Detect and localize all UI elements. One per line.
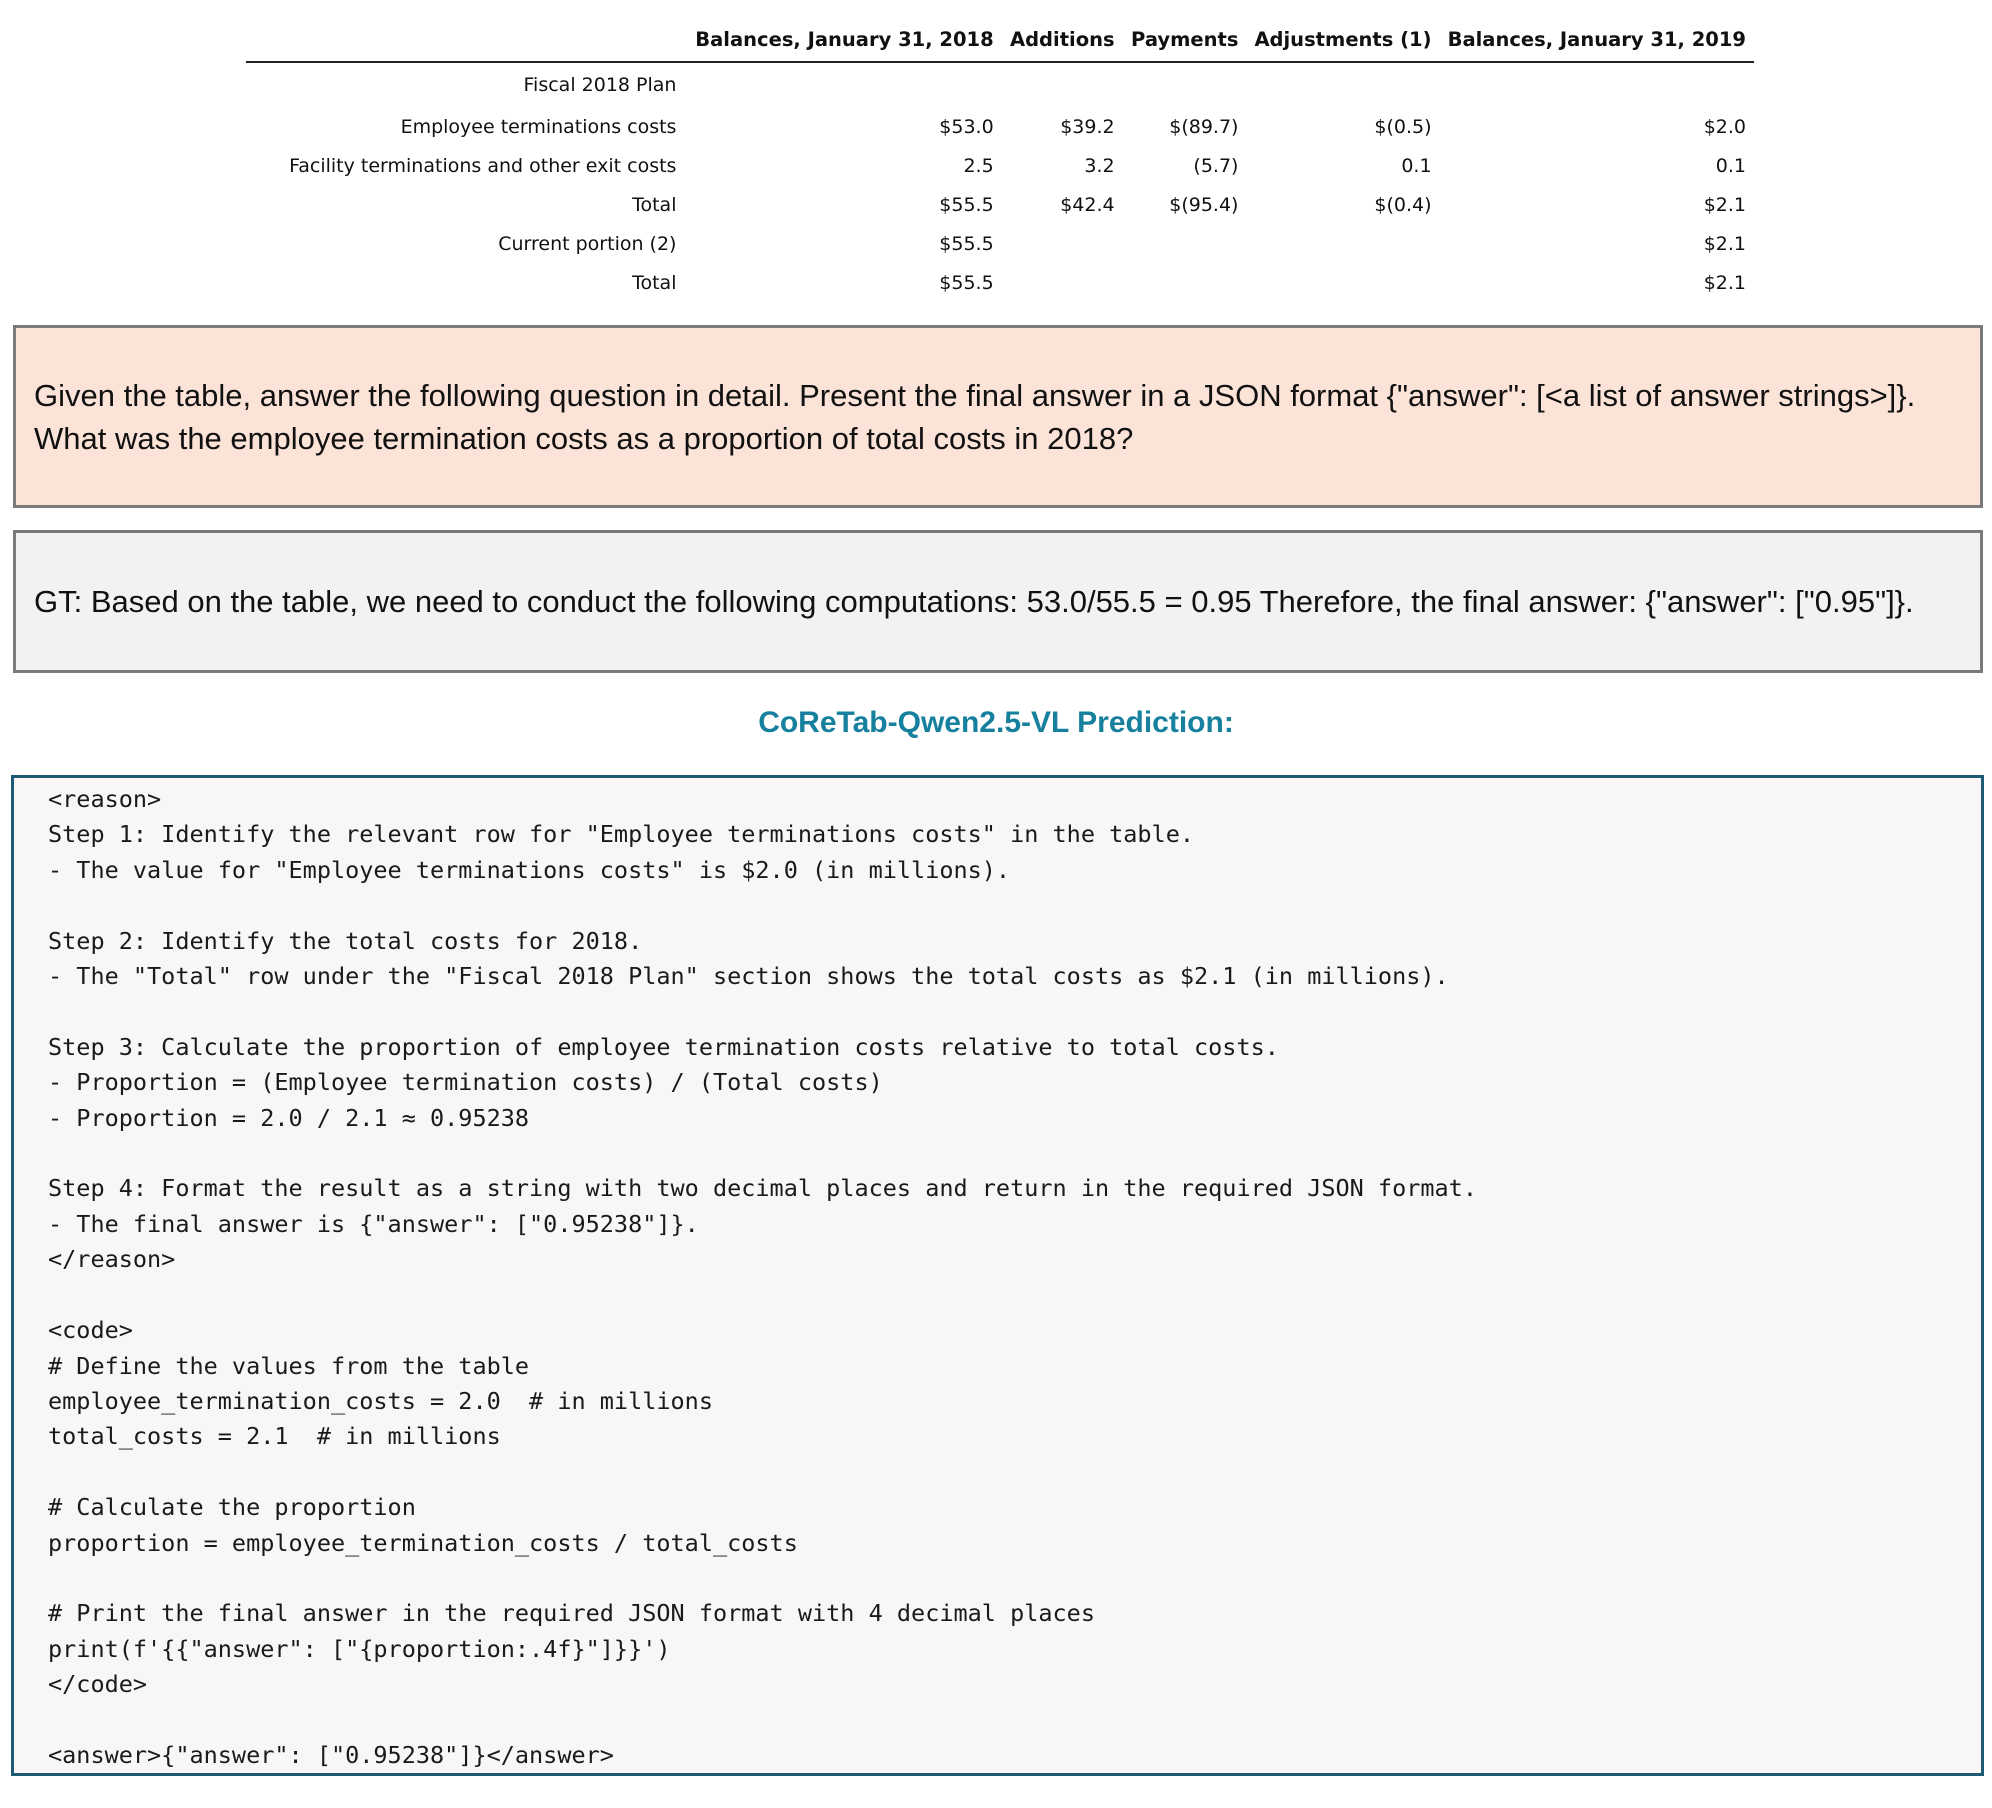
table-cell: Total bbox=[632, 193, 677, 216]
table-cell: Current portion (2) bbox=[498, 232, 677, 255]
table-cell: $(89.7) bbox=[1169, 115, 1239, 138]
table-row bbox=[246, 224, 1754, 263]
table-cell bbox=[1002, 224, 1123, 263]
table-cell: $55.5 bbox=[939, 232, 994, 255]
table-cell: $2.0 bbox=[1703, 115, 1746, 138]
table-cell: Employee terminations costs bbox=[400, 115, 677, 138]
table-cell: Facility terminations and other exit costs bbox=[289, 154, 677, 177]
question-box bbox=[13, 325, 1983, 508]
table-row bbox=[246, 185, 1754, 224]
table-cell: $2.1 bbox=[1703, 271, 1746, 294]
table-cell bbox=[1246, 224, 1439, 263]
table-cell bbox=[1440, 62, 1754, 107]
table-header-row bbox=[246, 22, 1754, 62]
table-cell bbox=[1123, 263, 1247, 302]
question-text: Given the table, answer the following question in detail. Present the final answer in a JSON format {"answer": [<a list of answer strings>]}. What was the employee termination costs as a proportion of total costs in 2018? bbox=[34, 377, 1916, 456]
table-row bbox=[246, 62, 1754, 107]
table-cell: $(0.5) bbox=[1374, 115, 1432, 138]
table-cell bbox=[1123, 224, 1247, 263]
table-cell: 3.2 bbox=[1084, 154, 1115, 177]
table-cell: $2.1 bbox=[1703, 193, 1746, 216]
table-header-cell: Additions bbox=[1002, 22, 1123, 62]
table-cell bbox=[1002, 263, 1123, 302]
table-header-cell: Payments bbox=[1123, 22, 1247, 62]
table-header-cell: Balances, January 31, 2018 bbox=[684, 22, 1001, 62]
table-cell bbox=[1246, 263, 1439, 302]
table-cell: 2.5 bbox=[963, 154, 994, 177]
table-cell: $(95.4) bbox=[1169, 193, 1239, 216]
financial-table-container bbox=[246, 22, 1754, 302]
table-cell bbox=[1002, 62, 1123, 107]
table-cell: Total bbox=[632, 271, 677, 294]
table-cell: (5.7) bbox=[1193, 154, 1239, 177]
table-cell: $42.4 bbox=[1060, 193, 1115, 216]
ground-truth-text: GT: Based on the table, we need to conduct the following computations: 53.0/55.5 = 0.95 Therefore, the final answer: {"answer": ["0.95"]}. bbox=[34, 584, 1914, 619]
prediction-title: CoReTab-Qwen2.5-VL Prediction: bbox=[758, 706, 1234, 739]
table-cell: $39.2 bbox=[1060, 115, 1115, 138]
table-cell: $55.5 bbox=[939, 193, 994, 216]
table-cell: 0.1 bbox=[1401, 154, 1432, 177]
table-cell: 0.1 bbox=[1715, 154, 1746, 177]
table-row bbox=[246, 107, 1754, 146]
table-row bbox=[246, 263, 1754, 302]
table-cell: Fiscal 2018 Plan bbox=[523, 74, 677, 96]
ground-truth-box bbox=[13, 530, 1983, 673]
financial-table bbox=[246, 22, 1754, 302]
table-header-cell: Balances, January 31, 2019 bbox=[1440, 22, 1754, 62]
table-cell: $53.0 bbox=[939, 115, 994, 138]
table-cell bbox=[1246, 62, 1439, 107]
prediction-text: <reason> Step 1: Identify the relevant row for "Employee terminations costs" in the table. - The value for "Employee terminations costs" is $2.0 (in millions). Step 2: Identify the total costs for 2018. - The "Total" row under the "Fiscal 2018 Plan" section shows the total costs as $2.1 (in millions). Step 3: Calculate the proportion of employee termination costs relative to total costs. - Proportion = (Employee termination costs) / (Total costs) - Proportion = 2.0 / 2.1 ≈ 0.95238 Step 4: Format the result as a string with two decimal places and return in the required JSON format. - The final answer is {"answer": ["0.95238"]}. </reason> <code> # Define the values from the table employee_termination_costs = 2.0 # in millions total_costs = 2.1 # in millions # Calculate the proportion proportion = employee_termination_costs / total_costs # Print the final answer in the required JSON format with 4 decimal places print(f'{{"answer": ["{proportion:.4f}"]}}') </code> <answer>{"answer": ["0.95238"]}</answer> bbox=[48, 785, 1477, 1769]
table-header-cell bbox=[246, 22, 684, 62]
table-cell: $(0.4) bbox=[1374, 193, 1432, 216]
table-cell: $2.1 bbox=[1703, 232, 1746, 255]
table-cell: $55.5 bbox=[939, 271, 994, 294]
table-row bbox=[246, 146, 1754, 185]
table-cell bbox=[1123, 62, 1247, 107]
prediction-box bbox=[11, 775, 1984, 1776]
table-cell bbox=[684, 62, 1001, 107]
table-header-cell: Adjustments (1) bbox=[1246, 22, 1439, 62]
